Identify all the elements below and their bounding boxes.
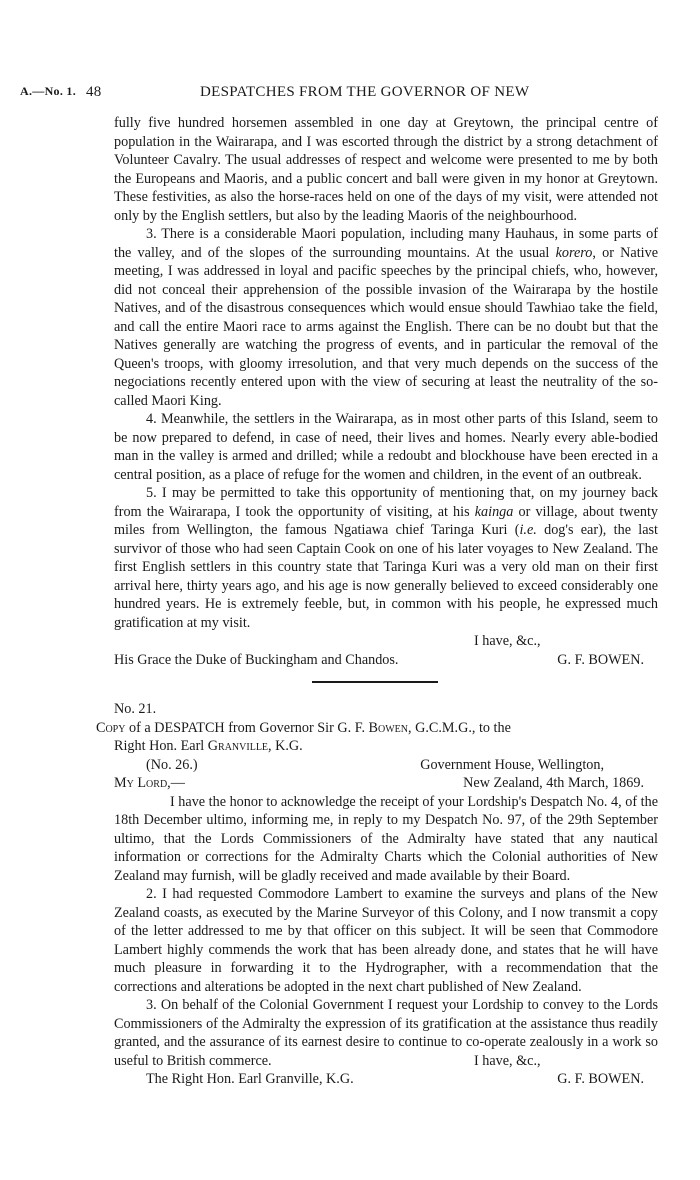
section-divider — [312, 681, 438, 683]
closing-line — [114, 651, 658, 670]
document-reference: A.—No. 1. — [20, 84, 77, 98]
title-line2-a: Right Hon. Earl — [114, 738, 208, 754]
title-text-b: , G.C.M.G., to the — [408, 719, 511, 736]
despatch-paragraph-2: 2. I had requested Commodore Lambert to examine the surveys and plans of the New Zealand coasts, as executed by the Marine Surveyor of this Colony, and I now transmit a copy of the letter addressed to me by that officer on this subject. It will be seen that Commodore Lambert highly commends the work that has been already done, and states that he will have much pleasure in forwarding it to the Hydrographer, with a recommendation that the corrections and alterations be adopted in the next chart published of New Zealand. — [114, 886, 658, 995]
page-header — [0, 84, 700, 104]
page-number: 48 — [86, 84, 102, 100]
paragraph-5-text-b: or village, about twenty miles from Wellington, the famous Ngatiawa chief Taringa Kuri ( — [114, 503, 658, 538]
sign-off-line — [114, 632, 658, 651]
top-section — [114, 114, 658, 669]
signature: G. F. BOWEN. — [557, 651, 644, 668]
despatch-sign-off: I have, &c., — [474, 1052, 541, 1069]
despatch-sign-off-line — [114, 1052, 658, 1071]
ref-location-line — [114, 756, 658, 775]
paragraph-3-text-a: 3. There is a considerable Maori population, including many Hauhaus, in some parts of the valley, and of the slopes of the surrounding mountains. At the usual — [114, 226, 658, 261]
sign-off: I have, &c., — [474, 633, 541, 649]
despatch-ref-no: (No. 26.) — [146, 756, 198, 773]
italic-ie: i.e. — [519, 522, 537, 538]
salutation-date-line — [114, 774, 658, 793]
despatch-number: No. 21. — [114, 701, 157, 717]
despatch-section — [96, 700, 658, 1089]
italic-korero: korero — [555, 244, 593, 261]
paragraph-3 — [114, 225, 658, 410]
title-bowen: Bowen — [368, 719, 409, 736]
despatch-paragraph-3: 3. On behalf of the Colonial Government I request your Lordship to convey to the Lords Commissioners of the Admiralty the expression of its gratification at the assistance thus readily granted, and the assurance of its earnest desire to continue to co-operate zealously in a work so useful to British commerce. — [114, 997, 658, 1069]
paragraph-continuation: fully five hundred horsemen assembled in one day at Greytown, the principal centre of population in the Wairarapa, and I was escorted through the district by a strong detachment of Volunteer Cavalry. The usual addresses of respect and welcome were presented to me by both the Europeans and Maoris, and a public concert and ball were given in my honor at Greytown. These festivities, as also the horse-races held on one of the days of my visit, were attended not only by the English settlers, but also by the leading Maoris of the neighbourhood. — [114, 115, 658, 224]
title-text-a: of a DESPATCH from Governor Sir G. F. — [125, 719, 369, 736]
despatch-title-line-2 — [114, 737, 658, 756]
despatch-signature: G. F. BOWEN. — [557, 1071, 644, 1087]
location-line-1: Government House, Wellington, — [420, 756, 604, 773]
salutation: My Lord,— — [114, 775, 185, 791]
despatch-addressee: The Right Hon. Earl Granville, K.G. — [146, 1071, 354, 1087]
paragraph-5-text-c: dog's ear), the last survivor of those who had seen Captain Cook on one of his later voyages to New Zealand. The first English settlers in this country state that Taringa Kuri was a very old man on their first arrival here, thirty years ago, and his age is now generally believed to exceed considerably one hundred years. He is extremely feeble, but, in common with his people, he expressed much gratification at my visit. — [114, 522, 658, 631]
despatch-closing-line — [114, 1070, 658, 1089]
paragraph-5 — [114, 484, 658, 632]
location-line-2: New Zealand, 4th March, 1869. — [463, 775, 644, 791]
italic-kainga: kainga — [474, 503, 514, 520]
running-title: DESPATCHES FROM THE GOVERNOR OF NEW — [200, 84, 530, 100]
despatch-paragraph-1: I have the honor to acknowledge the receipt of your Lordship's Despatch No. 4, of the 18th December ultimo, informing me, in reply to my Despatch No. 97, of the 29th September ultimo, that the Lords Commissioners of the Admiralty have stated that any nautical information or corrections for the Admiralty Charts which the Colonial authorities of New Zealand may furnish, will be gladly received and made available by their Board. — [114, 793, 658, 884]
paragraph-5-text-a: 5. I may be permitted to take this opportunity of mentioning that, on my journey back from the Wairarapa, I took the opportunity of visiting, at his — [114, 485, 658, 520]
title-copy: Copy — [96, 719, 126, 736]
paragraph-4: 4. Meanwhile, the settlers in the Wairarapa, as in most other parts of this Island, seem to be now prepared to defend, in case of need, their lives and homes. Nearly every able-bodied man in the valley is armed and drilled; while a redoubt and blockhouse have been erected in a central position, as a place of refuge for the women and children, in the event of an outbreak. — [114, 411, 658, 483]
addressee: His Grace the Duke of Buckingham and Chandos. — [114, 651, 399, 668]
paragraph-3-text-b: , or Native meeting, I was addressed in loyal and pacific speeches by the principal chiefs, who, however, did not conceal their apprehension of the possible invasion of the Wairarapa by the hostile Natives, and of the disastrous consequences which would ensue should Tawhiao take the field, and call the entire Maori race to arms against the English. There can be no doubt but that the Natives generally are watching the progress of events, and in particular the removal of the Queen's troops, with gloomy irresolution, and that very much depends on the success of the negociations recently entered upon with the view of securing at least the neutrality of the so-called Maori King. — [114, 244, 658, 409]
title-granville: Granville — [207, 738, 269, 754]
title-line2-b: , K.G. — [268, 738, 303, 754]
despatch-title-line-1 — [96, 719, 676, 738]
